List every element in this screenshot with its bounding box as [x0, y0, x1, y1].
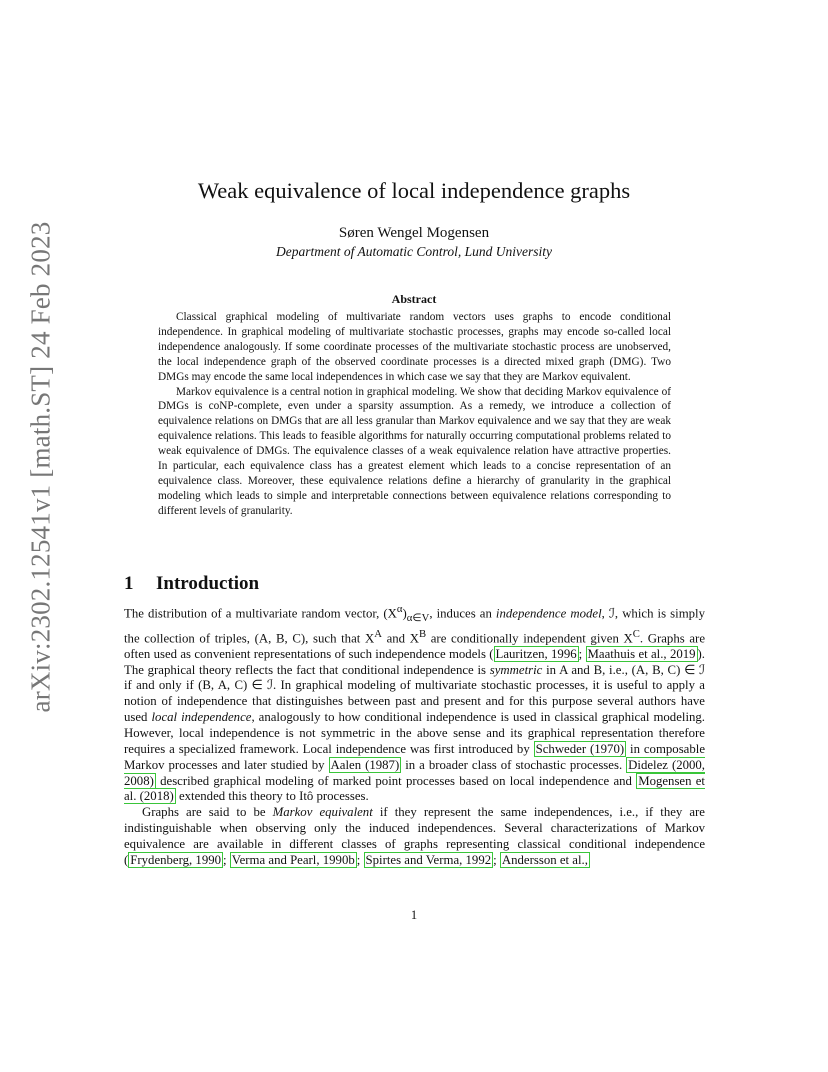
intro-paragraph-2: Graphs are said to be Markov equivalent if they represent the same independences, i.e., if they are indistinguishable when observing only the induced independences. Several characterizations of Markov equivalence are available in different classes of graphs representing classical conditional independence ( Frydenberg, 1990 ; Verma and Pearl, 1990b ; Spirtes and Verma, 1992 ; Andersson et al., [124, 805, 705, 867]
page-number: 1 [410, 908, 418, 922]
intro-paragraph-1: The distribution of a multivariate random vector, $(X^\alpha)_{\alpha\in V}$, induces an independence model, ℐ, which is simply the collection of triples, (A, B, C), such that $X^A$ and $X^B$ are conditionally independent given $X^C$. Graphs are often used as convenient representations of such independence models ( Lauritzen, 1996 ; Maathuis et al., 2019 ). The graphical theory reflects the fact that conditional independence is symmetric in A and B, i.e., (A, B, C) ∈ ℐ if and only if (B, A, C) ∈ ℐ. In graphical modeling of multivariate stochastic processes, it is useful to apply a notion of independence that distinguishes between past and present and for this purpose several authors have used local independence, analogously to how conditional independence is used in classical graphical modeling. However, local independence is not symmetric in the above sense and its graphical representation therefore requires a specialized framework. Local independence was first introduced by Schweder (1970) in composable Markov processes and later studied by Aalen (1987) in a broader class of stochastic processes. Didelez (2000, 2008) described graphical modeling of marked point processes based on local independence and Mogensen et al. (2018) extended this theory to Itô processes. [124, 604, 706, 804]
citation-link[interactable]: Didelez (2000, 2008) [124, 757, 706, 788]
abstract-paragraph-1: Classical graphical modeling of multivariate random vectors uses graphs to encode conditional independence. In graphical modeling of multivariate stochastic processes, graphs may encode so-called local independence analogously. If some coordinate processes of the multivariate stochastic process are unobserved, the local independence graph of the observed coordinate processes is a directed mixed graph (DMG). Two DMGs may encode the same local independences in which case we say that they are Markov equivalent. [158, 311, 671, 383]
citation-link[interactable]: Maathuis et al., 2019 [587, 646, 696, 661]
citation-link[interactable]: Frydenberg, 1990 [130, 852, 222, 867]
citation-link[interactable]: Andersson et al., [501, 852, 588, 867]
citation-link[interactable]: Spirtes and Verma, 1992 [365, 852, 492, 867]
abstract [158, 310, 671, 519]
section-number: 1 [124, 573, 134, 594]
citation-link[interactable]: Mogensen et al. (2018) [124, 773, 705, 804]
abstract-heading: Abstract [391, 292, 437, 306]
abstract-paragraph-2: Markov equivalence is a central notion in graphical modeling. We show that deciding Markov equivalence of DMGs is coNP-complete, even under a sparsity assumption. As a remedy, we introduce a collection of equivalence relations on DMGs that are all less granular than Markov equivalence and we say that they are weak equivalence relations. This leads to feasible algorithms for naturally occurring computational problems related to weak equivalence of DMGs. The equivalence classes of a weak equivalence relation have attractive properties. In particular, each equivalence class has a greatest element which leads to a concise representation of an equivalence class. Moreover, these equivalence relations define a hierarchy of granularity in the graphical modeling which leads to simple and interpretable connections between equivalence relations corresponding to different levels of granularity. [158, 385, 671, 517]
citation-link[interactable]: Lauritzen, 1996 [495, 646, 577, 661]
arxiv-sidebar [20, 221, 62, 713]
citation-link[interactable]: Verma and Pearl, 1990b [231, 852, 355, 867]
author-affiliation: Department of Automatic Control, Lund University [276, 244, 552, 259]
citation-link[interactable]: Aalen (1987) [330, 757, 400, 772]
author-name: Søren Wengel Mogensen [338, 225, 490, 241]
paper-title: Weak equivalence of local independence graphs [197, 178, 631, 203]
section-title: Introduction [156, 573, 260, 594]
section-heading [124, 573, 259, 595]
arxiv-identifier: arXiv:2302.12541v1 [math.ST] 24 Feb 2023 [25, 221, 56, 713]
introduction-body [124, 602, 705, 869]
citation-link[interactable]: Schweder (1970) [535, 741, 625, 756]
